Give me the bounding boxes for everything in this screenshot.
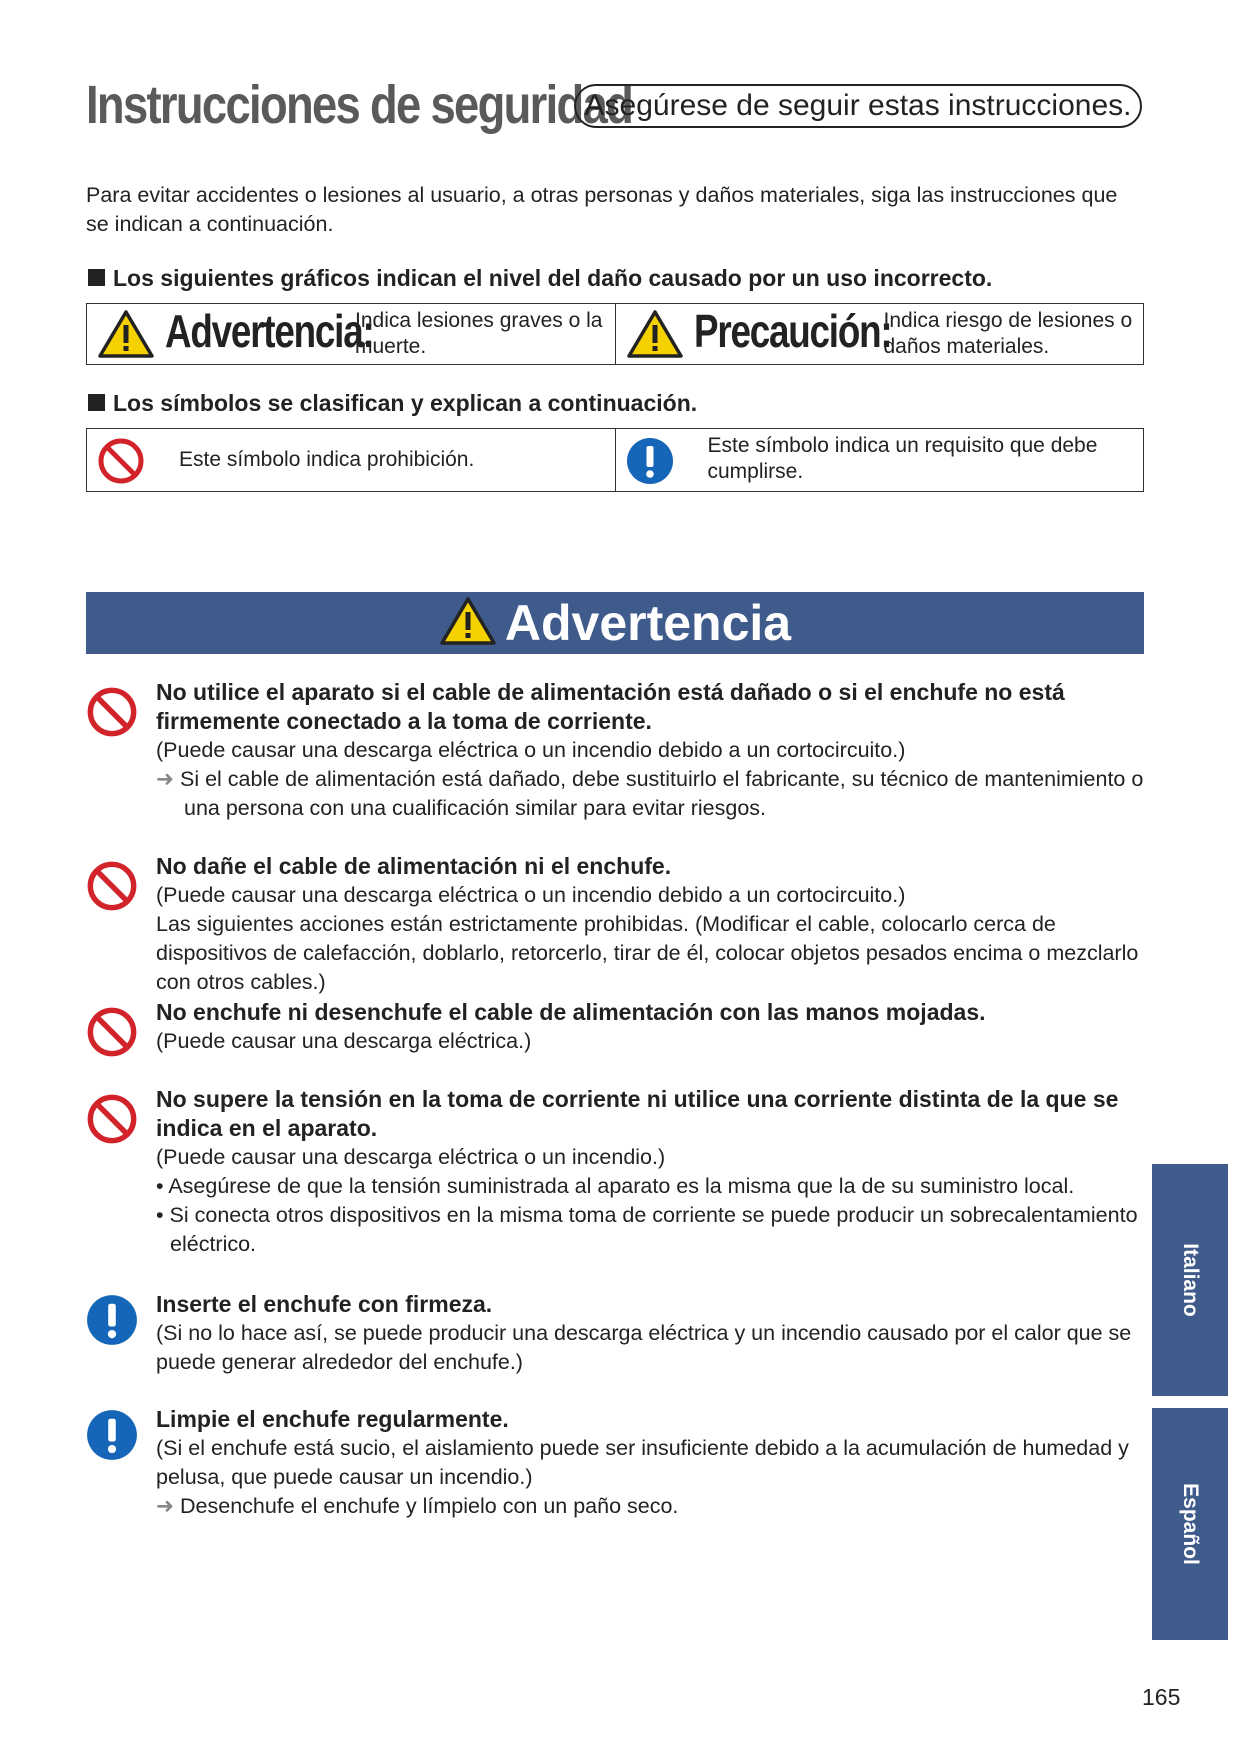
title-pill: Asegúrese de seguir estas instrucciones. xyxy=(574,84,1142,128)
item-title: Limpie el enchufe regularmente. xyxy=(156,1406,509,1432)
item-title: No enchufe ni desenchufe el cable de alimentación con las manos mojadas. xyxy=(156,999,986,1025)
warning-triangle-icon xyxy=(439,596,497,646)
prohibition-icon xyxy=(86,860,138,912)
item-title: No supere la tensión en la toma de corriente ni utilice una corriente distinta de la que se indica en el aparato. xyxy=(156,1086,1119,1141)
symbols-heading xyxy=(88,390,697,417)
warning-cell xyxy=(87,304,615,364)
warning-label: Advertencia: xyxy=(165,305,374,357)
requirement-icon xyxy=(626,437,674,485)
levels-heading-text: Los siguientes gráficos indican el nivel del daño causado por un uso incorrecto. xyxy=(113,265,993,291)
tab-espanol-label: Español xyxy=(1179,1483,1202,1565)
caution-desc: Indica riesgo de lesiones o daños materiales. xyxy=(883,309,1133,358)
symbols-box xyxy=(86,428,1144,492)
item-note: (Puede causar una descarga eléctrica o un incendio.) xyxy=(156,1145,666,1169)
page-number: 165 xyxy=(1142,1684,1181,1710)
levels-heading xyxy=(88,265,992,292)
item-arrow-note xyxy=(156,765,1146,823)
arrow-right-icon: ➜ xyxy=(156,1494,180,1518)
banner-label: Advertencia xyxy=(504,595,792,651)
warning-item xyxy=(156,1085,1146,1259)
item-note: (Puede causar una descarga eléctrica o un incendio debido a un cortocircuito.) xyxy=(156,883,906,907)
requirement-icon xyxy=(86,1294,138,1346)
symbols-heading-text: Los símbolos se clasifican y explican a continuación. xyxy=(113,390,698,416)
item-bullet: • Asegúrese de que la tensión suministrada al aparato es la misma que la de su suministro local. xyxy=(156,1174,1075,1198)
item-note: (Puede causar una descarga eléctrica.) xyxy=(156,1029,532,1053)
item-title: No utilice el aparato si el cable de alimentación está dañado o si el enchufe no está firmemente conectado a la toma de corriente. xyxy=(156,679,1065,734)
tab-italiano[interactable] xyxy=(1152,1164,1228,1396)
prohibition-icon xyxy=(97,437,145,485)
item-bullet-text: Si conecta otros dispositivos en la misma toma de corriente se puede producir un sobrecalentamiento eléctrico. xyxy=(169,1203,1138,1256)
square-bullet-icon xyxy=(88,269,105,286)
title-row xyxy=(86,74,1146,140)
warning-desc: Indica lesiones graves o la muerte. xyxy=(355,309,603,358)
prohibition-icon xyxy=(86,686,138,738)
tab-espanol[interactable] xyxy=(1152,1408,1228,1640)
item-arrow-text: Desenchufe el enchufe y límpielo con un paño seco. xyxy=(180,1494,679,1518)
warning-item xyxy=(156,852,1146,997)
item-note: (Si no lo hace así, se puede producir una descarga eléctrica y un incendio causado por el calor que se puede generar alrededor del enchufe.) xyxy=(156,1321,1132,1374)
caution-label: Precaución: xyxy=(693,305,891,357)
item-bullet: • Si conecta otros dispositivos en la misma toma de corriente se puede producir un sobrecalentamiento eléctrico. xyxy=(156,1203,1138,1256)
warning-triangle-icon xyxy=(97,309,155,359)
requirement-icon xyxy=(86,1409,138,1461)
caution-cell xyxy=(615,304,1144,364)
item-arrow-text: Si el cable de alimentación está dañado, debe sustituirlo el fabricante, su técnico de mantenimiento o una persona con una cualificación similar para evitar riesgos. xyxy=(180,767,1144,820)
warning-item xyxy=(156,998,1146,1056)
requirement-item xyxy=(156,1405,1146,1521)
tab-italiano-label: Italiano xyxy=(1179,1243,1202,1317)
item-note: Las siguientes acciones están estrictamente prohibidas. (Modificar el cable, colocarlo cerca de dispositivos de calefacción, doblarlo, retorcerlo, tirar de él, colocar objetos pesados encima o mezclarlo con otros cables.) xyxy=(156,912,1139,994)
item-title: No dañe el cable de alimentación ni el enchufe. xyxy=(156,853,672,879)
prohibition-icon xyxy=(86,1006,138,1058)
item-title: Inserte el enchufe con firmeza. xyxy=(156,1291,493,1317)
warning-banner xyxy=(86,592,1144,654)
square-bullet-icon xyxy=(88,394,105,411)
requirement-cell xyxy=(615,429,1144,491)
item-arrow-note xyxy=(156,1492,1146,1521)
warning-item xyxy=(156,678,1146,823)
requirement-item xyxy=(156,1290,1146,1377)
levels-box xyxy=(86,303,1144,365)
requirement-desc: Este símbolo indica un requisito que debe cumplirse. xyxy=(707,434,1098,483)
prohibition-icon xyxy=(86,1093,138,1145)
caution-triangle-icon xyxy=(626,309,684,359)
item-bullet-text: Asegúrese de que la tensión suministrada al aparato es la misma que la de su suministro local. xyxy=(168,1174,1075,1198)
item-note: (Puede causar una descarga eléctrica o un incendio debido a un cortocircuito.) xyxy=(156,738,906,762)
intro-text: Para evitar accidentes o lesiones al usuario, a otras personas y daños materiales, siga las instrucciones que se indican a continuación. xyxy=(86,183,1118,236)
page-title: Instrucciones de seguridad xyxy=(86,75,633,135)
item-note: (Si el enchufe está sucio, el aislamiento puede ser insuficiente debido a la acumulación de humedad y pelusa, que puede causar un incendio.) xyxy=(156,1436,1129,1489)
prohibition-cell xyxy=(87,429,615,491)
prohibition-desc: Este símbolo indica prohibición. xyxy=(179,448,475,471)
arrow-right-icon: ➜ xyxy=(156,767,180,791)
